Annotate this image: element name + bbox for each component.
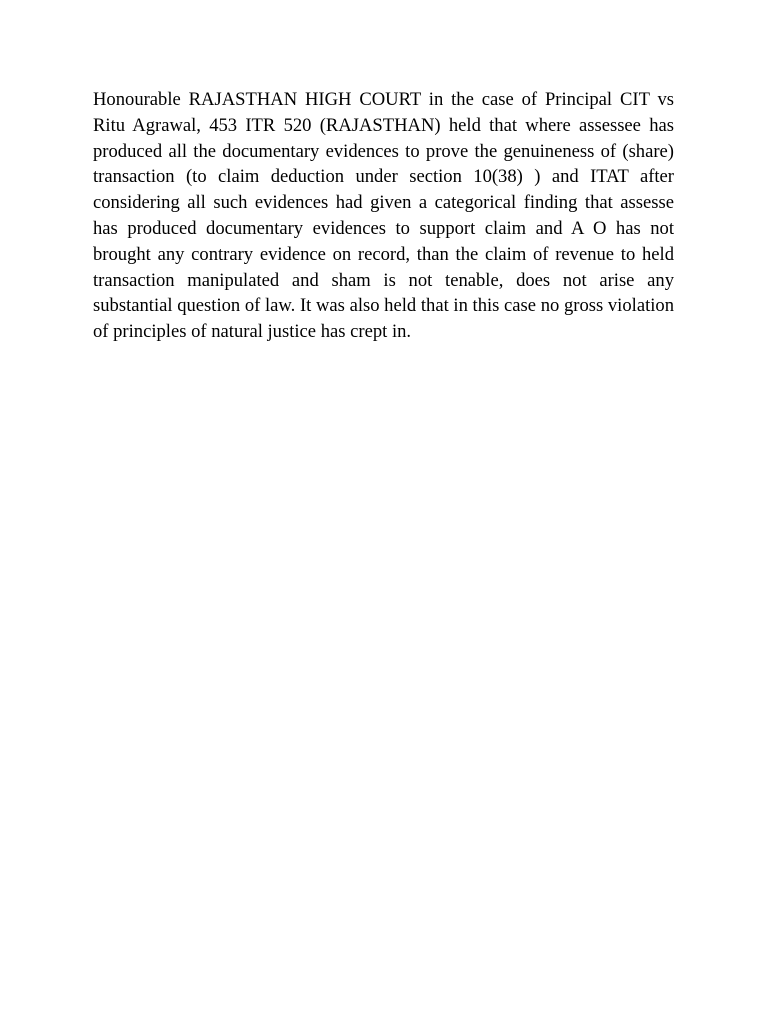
body-paragraph: Honourable RAJASTHAN HIGH COURT in the case of Principal CIT vs Ritu Agrawal, 453 ITR 520 (RAJASTHAN) held that where assessee has produced all the documentary evidences to prove the genuineness of (share) transaction (to claim deduction under section 10(38) ) and ITAT after considering all such evidences had given a categorical finding that assesse has produced documentary evidences to support claim and A O has not brought any contrary evidence on record, than the claim of revenue to held transaction manipulated and sham is not tenable, does not arise any substantial question of law. It was also held that in this case no gross violation of principles of natural justice has crept in. (93, 89, 674, 343)
